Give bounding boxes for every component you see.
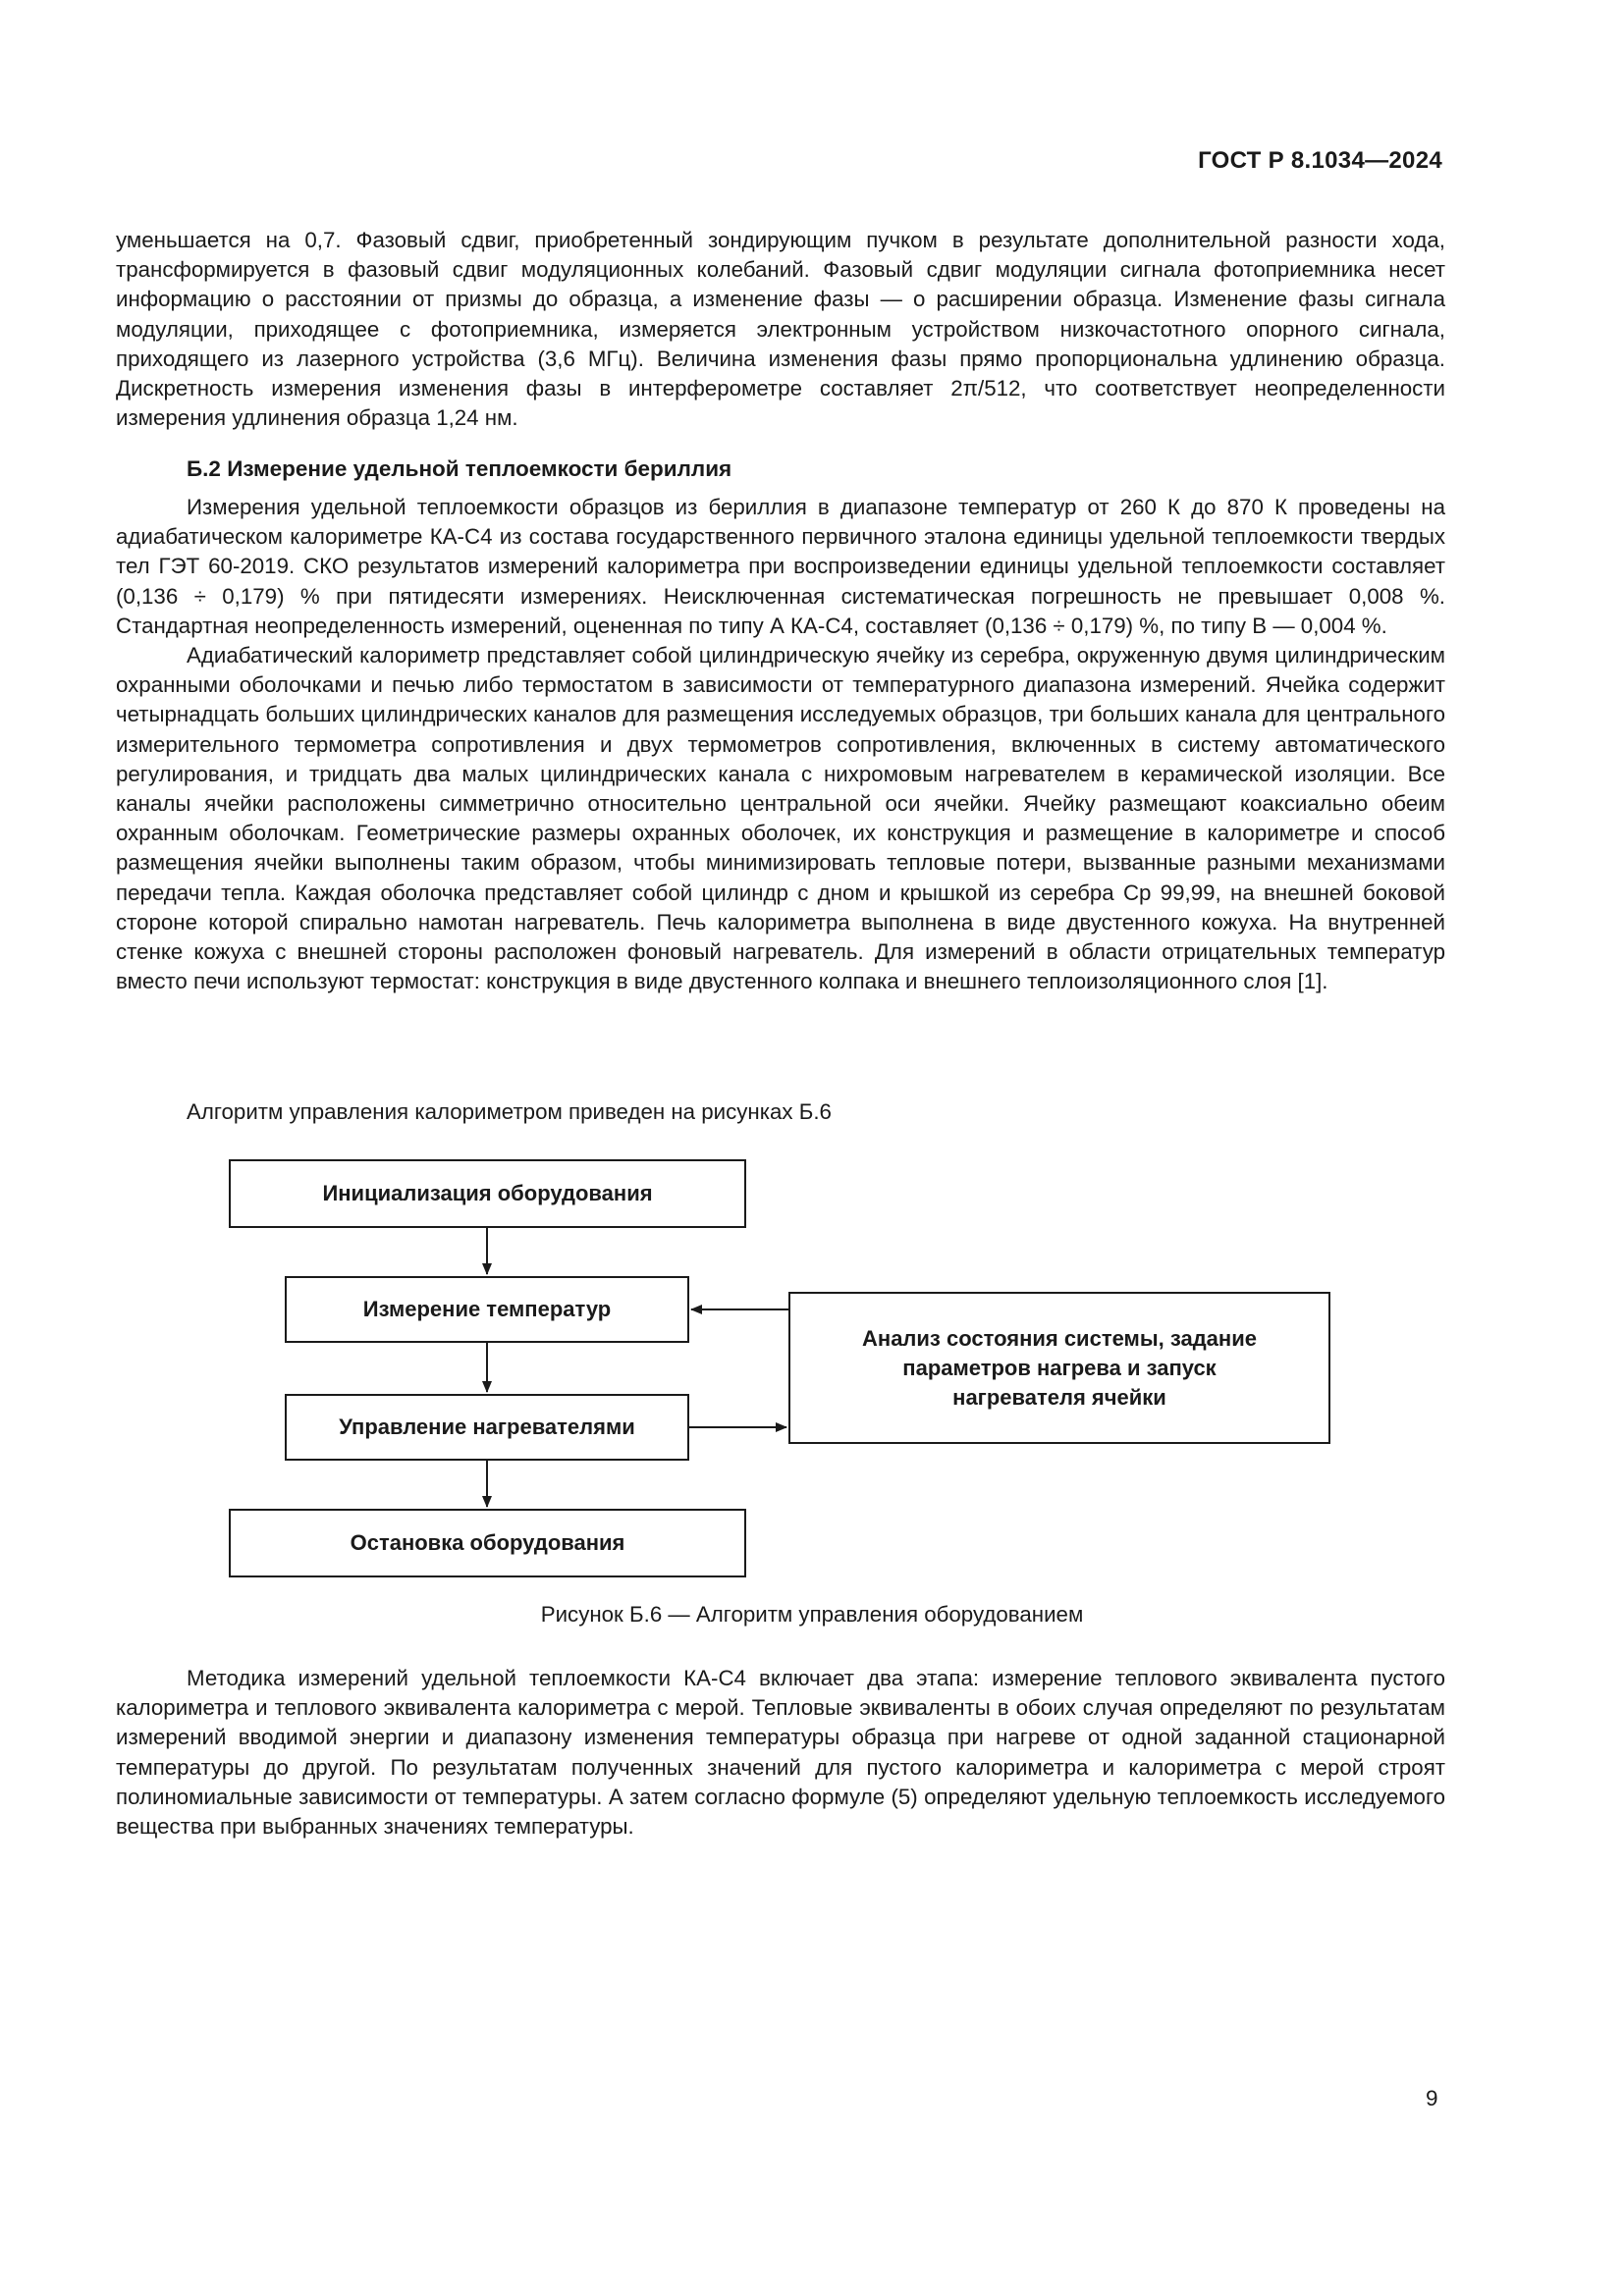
section-heading: Б.2 Измерение удельной теплоемкости бериллия [187,456,732,481]
paragraph-method-container [116,1664,1445,1842]
paragraph-measurements: Измерения удельной теплоемкости образцов из бериллия в диапазоне температур от 260 К до 870 К проведены на адиабатическом калориметре КА-С4 из состава государственного первичного эталона единицы удельной теплоемкости твердых тел ГЭТ 60-2019. СКО результатов измерений калориметра при воспроизведении единицы удельной теплоемкости составляет (0,136 ÷ 0,179) % при пятидесяти измерениях. Неисключенная систематическая погрешность не превышает 0,008 %. Стандартная неопределенность измерений, оцененная по типу А КА-С4, составляет (0,136 ÷ 0,179) %, по типу В — 0,004 %. [116,495,1445,638]
paragraph-calorimeter: Адиабатический калориметр представляет собой цилиндрическую ячейку из серебра, окруженную двумя цилиндрическим охранными оболочками и печью либо термостатом в зависимости от температурного диапазона измерений. Ячейка содержит четырнадцать больших цилиндрических каналов для размещения исследуемых образцов, три больших канала для центрального измерительного термометра сопротивления и двух термометров сопротивления, включенных в систему автоматического регулирования, и тридцать два малых цилиндрических канала с нихромовым нагревателем в керамической изоляции. Все каналы ячейки расположены симметрично относительно центральной оси ячейки. Ячейку размещают коаксиально обеим охранным оболочкам. Геометрические размеры охранных оболочек, их конструкция и размещение в калориметре и способ размещения ячейки выполнены таким образом, чтобы минимизировать тепловые потери, вызванные разными механизмами передачи тепла. Каждая оболочка представляет собой цилиндр с дном и крышкой из серебра Ср 99,99, на внешней боковой стороне которой спирально намотан нагреватель. Печь калориметра выполнена в виде двустенного кожуха. На внутренней стенке кожуха с внешней стороны расположен фоновый нагреватель. Для измерений в области отрицательных температур вместо печи используют термостат: конструкция в виде двустенного колпака и внешнего теплоизоляционного слоя [1]. [116,643,1445,994]
flowchart-box-init [229,1159,746,1228]
paragraph-intro-text: уменьшается на 0,7. Фазовый сдвиг, приобретенный зондирующим пучком в результате дополнительной разности хода, трансформируется в фазовый сдвиг модуляционных колебаний. Фазовый сдвиг модуляции сигнала фотоприемника несет информацию о расстоянии от призмы до образца, а изменение фазы — о расширении образца. Изменение фазы сигнала модуляции, приходящее с фотоприемника, измеряется электронным устройством низкочастотного опорного сигнала, приходящего из лазерного устройства (3,6 МГц). Величина изменения фазы прямо пропорциональна удлинению образца. Дискретность измерения изменения фазы в интерферометре составляет 2π/512, что соответствует неопределенности измерения удлинения образца 1,24 нм. [116,228,1445,431]
document-code: ГОСТ Р 8.1034—2024 [1198,147,1442,174]
figure-caption: Рисунок Б.6 — Алгоритм управления оборудованием [540,1602,1084,1627]
flowchart-box-measure-label: Измерение температур [362,1297,612,1321]
flowchart-box-control-label: Управление нагревателями [339,1415,635,1439]
flowchart-box-stop-label: Остановка оборудования [350,1530,625,1555]
flowchart-box-analysis [788,1292,1330,1444]
flowchart-box-stop [229,1509,746,1577]
section-body [116,493,1445,996]
paragraph-intro [116,226,1445,433]
flowchart-box-analysis-label: Анализ состояния системы, задание параметров нагрева и запуск нагревателя ячейки [862,1325,1257,1410]
flowchart-box-measure [285,1276,689,1343]
paragraph-algorithm-intro: Алгоритм управления калориметром приведен на рисунках Б.6 [187,1099,832,1124]
flowchart-box-control [285,1394,689,1461]
page-number: 9 [1426,2086,1438,2110]
flowchart-box-init-label: Инициализация оборудования [322,1181,653,1205]
paragraph-method: Методика измерений удельной теплоемкости КА-С4 включает два этапа: измерение теплового эквивалента пустого калориметра и теплового эквивалента калориметра с мерой. Тепловые эквиваленты в обоих случая определяют по результатам измерений вводимой энергии и диапазону изменения температуры образца при нагреве от одной заданной стационарной температуры до другой. По результатам полученных значений для пустого калориметра и калориметра с мерой строят полиномиальные зависимости от температуры. А затем согласно формуле (5) определяют удельную теплоемкость исследуемого вещества при выбранных значениях температуры. [116,1666,1445,1840]
